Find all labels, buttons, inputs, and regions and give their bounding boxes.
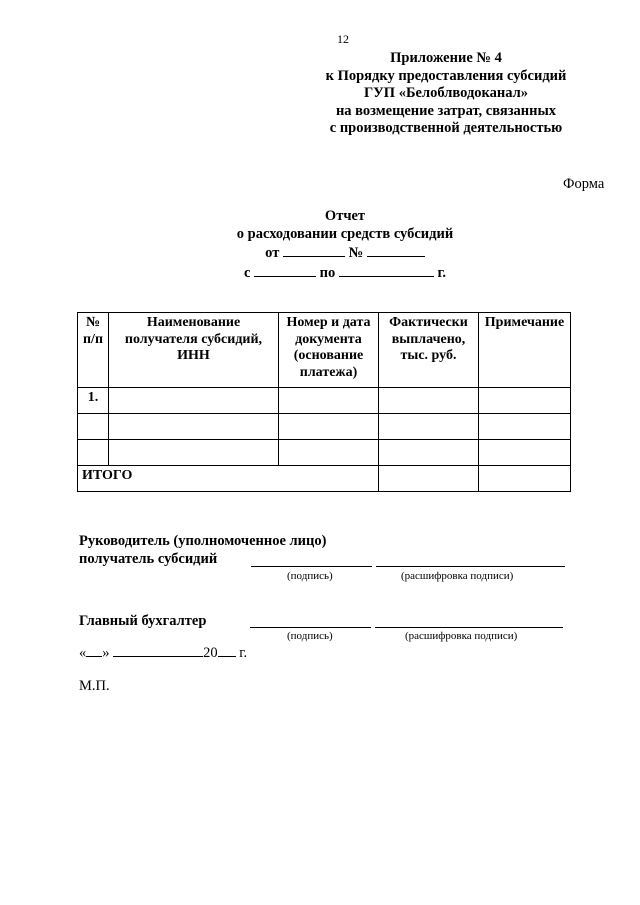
manager-title-line1: Руководитель (уполномоченное лицо) [79,533,327,549]
header-note: Примечание [479,313,571,388]
date-year-suffix: г. [239,645,248,661]
number-label: № [348,245,364,261]
number-blank [367,243,425,257]
title-period [180,263,510,283]
appendix-line: ГУП «Белоблводоканал» [363,85,529,101]
cell-note [479,388,571,414]
table-row [78,388,571,414]
total-note [479,466,571,492]
cell-number: 1. [78,388,109,414]
manager-decode-line [376,566,565,567]
date-century: 20 [203,645,218,661]
report-title [180,208,510,282]
report-table [77,312,571,492]
appendix-line: Приложение № 4 [390,50,502,66]
cell-document [279,388,379,414]
total-label: ИТОГО [78,466,379,492]
period-from-blank [254,263,316,277]
stamp-placeholder: М.П. [79,678,110,694]
header-document: Номер и дата документа (основание платежа) [279,313,379,388]
manager-signature-label [79,533,326,568]
title-line: о расходовании средств субсидий [236,225,454,242]
appendix-line: на возмещение затрат, связанных [335,102,557,119]
from-label: от [265,245,280,261]
table-total-row [78,466,571,492]
table-row [78,440,571,466]
day-blank [86,643,102,657]
header-number: № п/п [78,313,109,388]
cell-note [479,414,571,440]
table-row [78,414,571,440]
cell-paid [379,388,479,414]
manager-decode-caption: (расшифровка подписи) [401,570,514,582]
appendix-header [296,50,596,138]
period-from-label: с [243,264,251,281]
header-recipient: Наименование получателя субсидий, ИНН [109,313,279,388]
cell-document [279,414,379,440]
period-to-label: по [319,264,336,281]
cell-recipient [109,388,279,414]
date-close-quote: » [102,645,110,661]
accountant-signature-line [250,627,371,628]
accountant-signature-caption: (подпись) [287,630,333,642]
date-open-quote: « [79,645,87,661]
cell-note [479,440,571,466]
cell-recipient [109,414,279,440]
manager-signature-caption: (подпись) [287,570,333,582]
cell-number [78,414,109,440]
cell-document [279,440,379,466]
accountant-decode-line [375,627,563,628]
cell-paid [379,414,479,440]
accountant-decode-caption: (расшифровка подписи) [405,630,518,642]
total-paid [379,466,479,492]
month-blank [113,643,203,657]
year-suffix: г. [437,264,447,281]
appendix-line: к Порядку предоставления субсидий [325,67,567,84]
year-blank [218,643,236,657]
manager-title-line2: получатель субсидий [79,550,218,567]
appendix-line: с производственной деятельностью [329,120,563,136]
date-line [79,643,247,662]
page-number: 12 [337,32,349,46]
title-date-number [180,243,510,263]
cell-recipient [109,440,279,466]
cell-paid [379,440,479,466]
form-label: Форма [563,176,605,192]
cell-number [78,440,109,466]
date-blank [283,243,345,257]
accountant-signature-label: Главный бухгалтер [79,613,207,629]
table-header-row [78,313,571,388]
period-to-blank [339,263,434,277]
header-paid: Фактически выплачено, тыс. руб. [379,313,479,388]
title-line: Отчет [324,208,366,224]
manager-signature-line [251,566,372,567]
